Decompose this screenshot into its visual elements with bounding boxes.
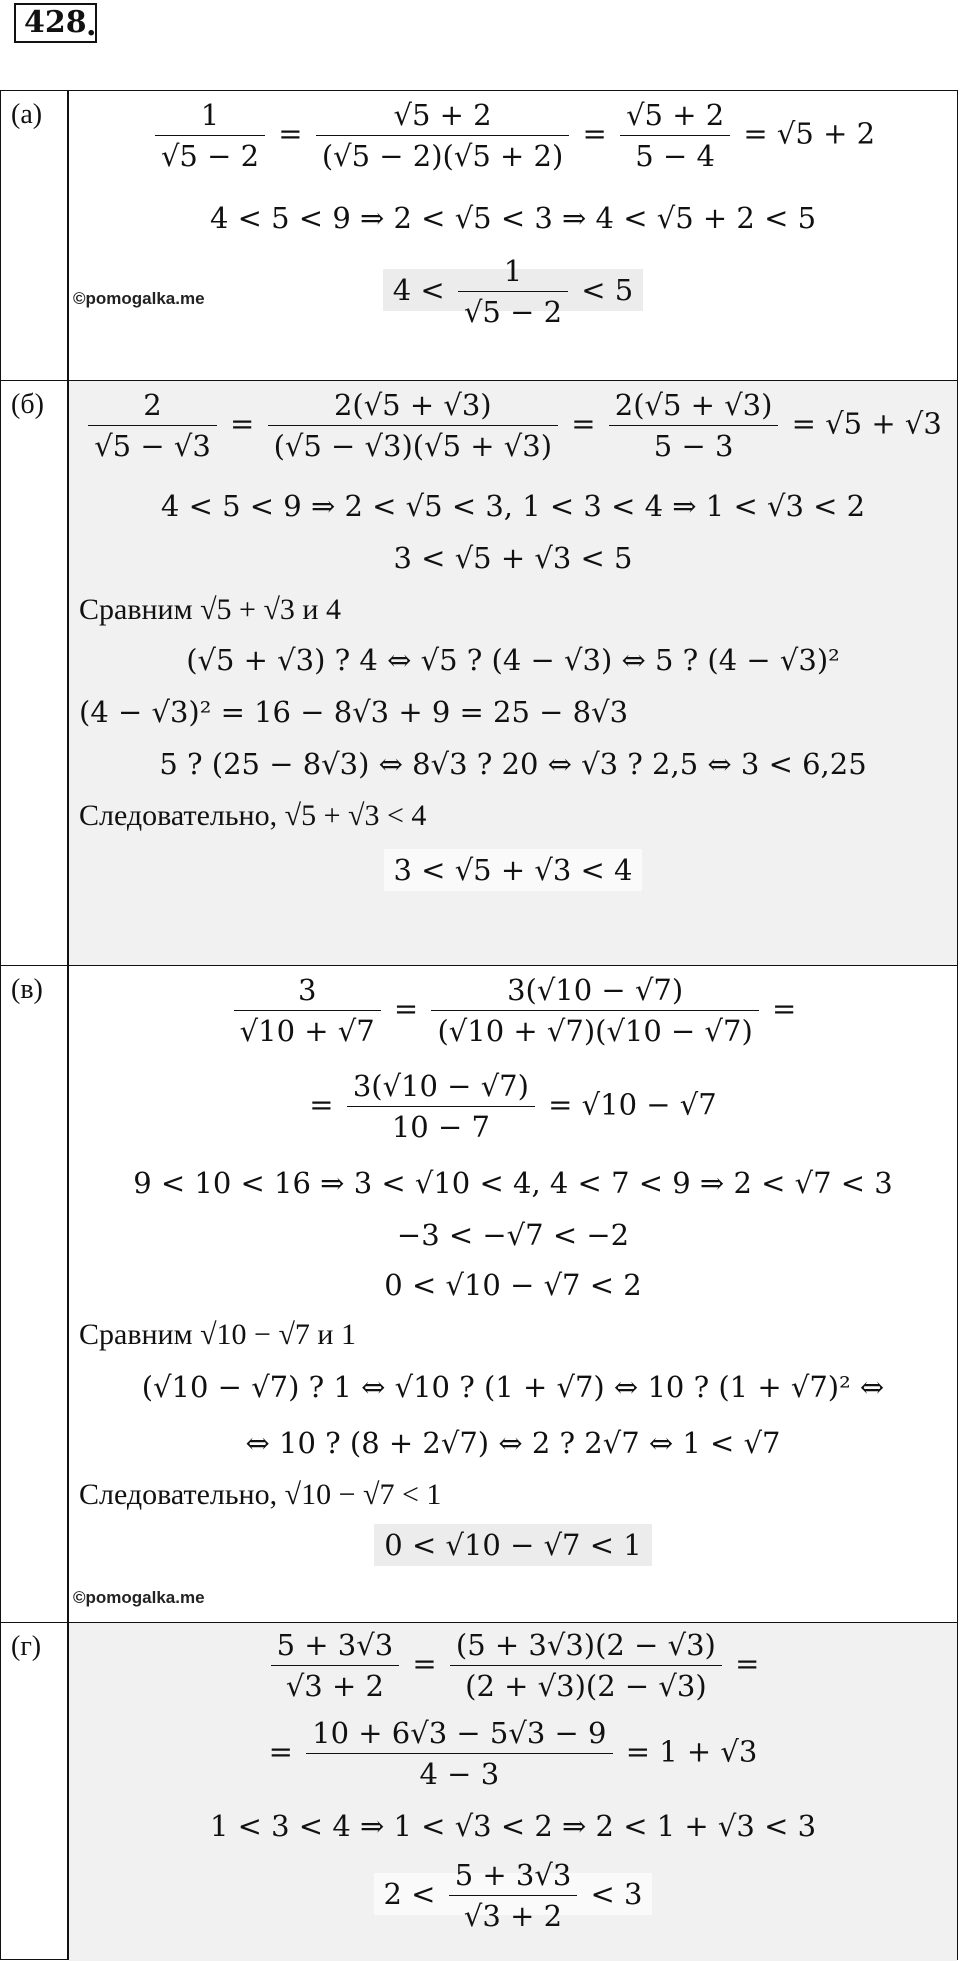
b-frac-3	[609, 385, 779, 466]
c-line-4: −3 < −√7 < −2	[396, 1218, 630, 1252]
d-frac-2	[450, 1625, 722, 1706]
b-line-7: 5 ? (25 − 8√3) ⇔ 8√3 ? 20 ⇔ √3 ? 2,5 ⇔ 3 < 6,25	[159, 747, 867, 781]
b-answer: 3 < √5 + √3 < 4	[384, 849, 643, 891]
a-frac-3-num: √5 + 2	[620, 95, 730, 136]
d-frac-2-num: (5 + 3√3)(2 − √3)	[450, 1625, 722, 1666]
d-answer-post: < 3	[590, 1876, 643, 1911]
row-b	[1, 381, 957, 966]
c-line-8: ⇔ 10 ? (8 + 2√7) ⇔ 2 ? 2√7 ⇔ 1 < √7	[245, 1426, 781, 1460]
b-line-8: Следовательно, √5 + √3 < 4	[79, 799, 427, 832]
b-frac-1-den: √5 − √3	[94, 429, 211, 463]
c-frac-3	[347, 1066, 535, 1147]
cell-c	[69, 966, 957, 1622]
a-answer	[383, 254, 644, 329]
b-eq-2: =	[571, 406, 596, 441]
d-eq-1: =	[412, 1646, 437, 1681]
a-frac-3	[620, 95, 730, 176]
solution-table	[0, 90, 958, 1960]
a-eq-2: =	[582, 116, 607, 151]
b-tail-1: = √5 + √3	[791, 406, 942, 441]
a-tail-1: = √5 + 2	[743, 116, 876, 151]
c-line-5: 0 < √10 − √7 < 2	[384, 1268, 642, 1302]
a-frac-1	[155, 95, 265, 176]
label-d: (г)	[11, 1631, 42, 1662]
problem-number-dot: .	[86, 8, 97, 43]
a-frac-2-den: (√5 − 2)(√5 + 2)	[321, 139, 564, 173]
c-frac-2-den: (√10 + √7)(√10 − √7)	[437, 1014, 753, 1048]
row-a	[1, 91, 957, 381]
a-frac-2	[316, 95, 570, 176]
c-frac-1-den: √10 + √7	[239, 1014, 375, 1048]
d-answer-frac	[449, 1855, 578, 1936]
c-frac-2	[431, 970, 758, 1051]
c-line-2	[69, 1066, 957, 1147]
d-frac-2-den: (2 + √3)(2 − √3)	[465, 1669, 707, 1703]
c-tail-1: =	[772, 991, 797, 1026]
b-line-9	[69, 853, 957, 887]
c-pre-2: =	[309, 1087, 334, 1122]
d-frac-1	[271, 1625, 400, 1706]
c-tail-2: = √10 − √7	[548, 1087, 717, 1122]
d-frac-1-num: 5 + 3√3	[271, 1625, 400, 1666]
d-answer-num: 5 + 3√3	[449, 1855, 578, 1896]
d-frac-1-den: √3 + 2	[285, 1669, 384, 1703]
b-frac-3-den: 5 − 3	[653, 429, 734, 463]
a-eq-1: =	[278, 116, 303, 151]
d-tail-2: = 1 + √3	[625, 1734, 758, 1769]
label-a: (а)	[11, 99, 43, 130]
a-frac-1-den: √5 − 2	[160, 139, 260, 173]
c-frac-2-num: 3(√10 − √7)	[431, 970, 758, 1011]
c-line-7: (√10 − √7) ? 1 ⇔ √10 ? (1 + √7) ⇔ 10 ? (1 + √7)² ⇔	[141, 1370, 885, 1404]
b-frac-2-num: 2(√5 + √3)	[268, 385, 558, 426]
c-line-1	[69, 970, 957, 1051]
b-frac-2-den: (√5 − √3)(√5 + √3)	[273, 429, 553, 463]
d-answer	[374, 1858, 653, 1933]
cell-d	[69, 1623, 957, 1961]
b-line-2: 4 < 5 < 9 ⇒ 2 < √5 < 3, 1 < 3 < 4 ⇒ 1 < √3 < 2	[160, 489, 866, 523]
a-line-1	[69, 95, 957, 176]
d-line-1	[69, 1625, 957, 1706]
a-answer-den: √5 − 2	[463, 295, 563, 329]
d-line-3: 1 < 3 < 4 ⇒ 1 < √3 < 2 ⇒ 2 < 1 + √3 < 3	[209, 1809, 817, 1843]
d-answer-pre: 2 <	[383, 1876, 436, 1911]
d-line-4	[69, 1855, 957, 1936]
a-answer-post: < 5	[581, 272, 634, 307]
c-line-10	[69, 1528, 957, 1562]
a-frac-2-num: √5 + 2	[316, 95, 570, 136]
label-b: (б)	[11, 389, 44, 420]
c-line-9: Следовательно, √10 − √7 < 1	[79, 1478, 442, 1511]
a-answer-frac	[458, 251, 568, 332]
b-eq-1: =	[230, 406, 255, 441]
c-frac-1-num: 3	[234, 970, 381, 1011]
b-frac-3-num: 2(√5 + √3)	[609, 385, 779, 426]
d-pre-2: =	[268, 1734, 293, 1769]
a-answer-pre: 4 <	[392, 272, 445, 307]
problem-number: 428	[14, 3, 97, 43]
b-line-4: Сравним √5 + √3 и 4	[79, 593, 341, 626]
d-frac-3-den: 4 − 3	[419, 1757, 500, 1791]
c-frac-3-den: 10 − 7	[391, 1110, 490, 1144]
b-line-3: 3 < √5 + √3 < 5	[393, 541, 633, 575]
d-answer-den: √3 + 2	[463, 1899, 563, 1933]
b-line-1	[69, 385, 957, 466]
b-frac-1-num: 2	[88, 385, 217, 426]
label-c: (в)	[11, 974, 43, 1005]
a-frac-3-den: 5 − 4	[635, 139, 715, 173]
row-c	[1, 966, 957, 1623]
a-answer-num: 1	[458, 251, 568, 292]
cell-b	[69, 381, 957, 965]
watermark-top: ©pomogalka.me	[73, 289, 205, 308]
c-frac-1	[234, 970, 381, 1051]
a-line-2: 4 < 5 < 9 ⇒ 2 < √5 < 3 ⇒ 4 < √5 + 2 < 5	[209, 201, 817, 235]
d-frac-3-num: 10 + 6√3 − 5√3 − 9	[306, 1713, 612, 1754]
d-tail-1: =	[735, 1646, 760, 1681]
watermark-bottom: ©pomogalka.me	[73, 1588, 205, 1607]
a-frac-1-num: 1	[155, 95, 265, 136]
d-frac-3	[306, 1713, 612, 1794]
c-line-3: 9 < 10 < 16 ⇒ 3 < √10 < 4, 4 < 7 < 9 ⇒ 2 < √7 < 3	[133, 1166, 893, 1200]
column-divider	[67, 91, 69, 1959]
b-line-6: (4 − √3)² = 16 − 8√3 + 9 = 25 − 8√3	[79, 695, 629, 729]
b-frac-2	[268, 385, 558, 466]
c-answer: 0 < √10 − √7 < 1	[374, 1524, 651, 1566]
cell-a	[69, 91, 957, 380]
row-d	[1, 1623, 957, 1961]
c-frac-3-num: 3(√10 − √7)	[347, 1066, 535, 1107]
b-frac-1	[88, 385, 217, 466]
c-line-6: Сравним √10 − √7 и 1	[79, 1318, 356, 1351]
b-line-5: (√5 + √3) ? 4 ⇔ √5 ? (4 − √3) ⇔ 5 ? (4 − √3)²	[186, 643, 840, 677]
d-line-2	[69, 1713, 957, 1794]
c-eq-1: =	[393, 991, 419, 1026]
